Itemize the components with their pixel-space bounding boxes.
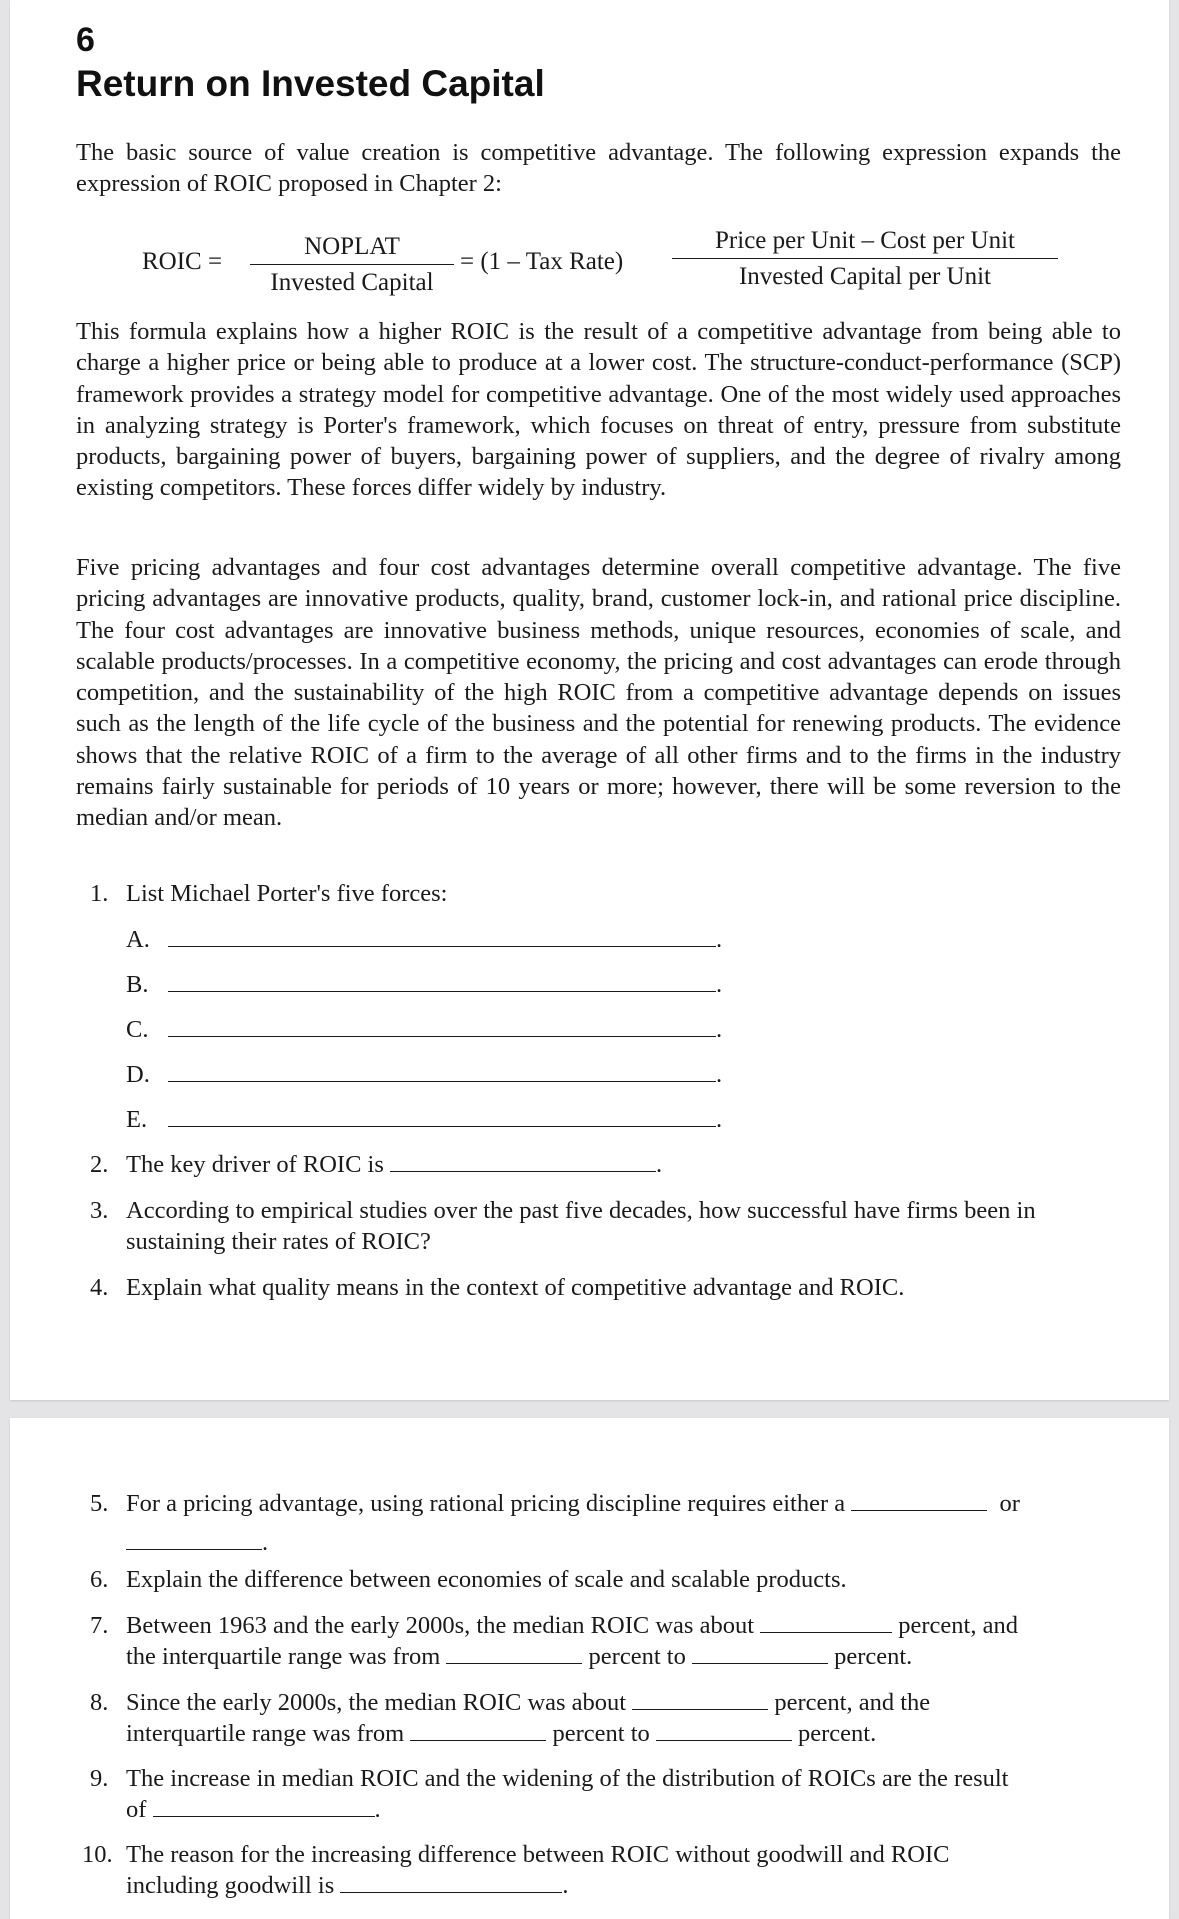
answer-blank[interactable]: [656, 1718, 792, 1741]
question-text: or: [999, 1490, 1020, 1517]
question-6: [90, 1564, 1130, 1595]
question-number: 6.: [90, 1566, 109, 1593]
question-text: Between 1963 and the early 2000s, the median ROIC was about: [126, 1612, 755, 1639]
answer-blank[interactable]: [446, 1641, 582, 1664]
body-paragraph: This formula explains how a higher ROIC is the result of a competitive advantage from being able to charge a higher price or being able to produce at a lower cost. The structure-conduct-performance (SCP) framework provides a strategy model for competitive advantage. One of the most widely used approaches in analyzing strategy is Porter's framework, which focuses on threat of entry, pressure from substitute products, bargaining power of buyers, bargaining power of suppliers, and the degree of rivalry among existing competitors. These forces differ widely by industry.: [76, 318, 1121, 502]
question-number: 7.: [90, 1612, 109, 1639]
answer-line-e[interactable]: E. .: [126, 1106, 723, 1133]
question-text: According to empirical studies over the past five decades, how successful have firms been in sustaining their rates of ROIC?: [126, 1197, 1036, 1255]
question-number: 4.: [90, 1274, 109, 1301]
question-text: percent.: [798, 1720, 877, 1747]
chapter-number: 6: [76, 21, 95, 59]
question-7: [90, 1610, 1130, 1672]
answer-letter: C.: [126, 1016, 149, 1043]
question-text: including goodwill is: [126, 1872, 335, 1899]
question-number: 3.: [90, 1197, 109, 1224]
answer-blank[interactable]: [632, 1687, 768, 1710]
answer-blank[interactable]: [168, 1014, 716, 1037]
page-1: [10, 0, 1169, 1400]
question-number: 1.: [90, 880, 109, 907]
answer-blank[interactable]: [126, 1527, 262, 1550]
question-3: [90, 1195, 1130, 1257]
answer-letter: B.: [126, 971, 149, 998]
answer-letter: D.: [126, 1061, 150, 1088]
body-paragraph: Five pricing advantages and four cost advantages determine overall competitive advantage. The five pricing advantages are innovative products, quality, brand, customer lock-in, and rational price discipline. The four cost advantages are innovative business methods, unique resources, economies of scale, and scalable products/processes. In a competitive economy, the pricing and cost advantages can erode through competition, and the sustainability of the high ROIC from a competitive advantage depends on issues such as the length of the life cycle of the business and the potential for renewing products. The evidence shows that the relative ROIC of a firm to the average of all other firms and to the firms in the industry remains fairly sustainable for periods of 10 years or more; however, there will be some reversion to the median and/or mean.: [76, 554, 1121, 832]
question-text: The reason for the increasing difference between ROIC without goodwill and ROIC: [126, 1841, 950, 1868]
roic-formula: [142, 222, 1062, 306]
question-1: [90, 878, 1130, 909]
answer-blank[interactable]: [692, 1641, 828, 1664]
answer-blank[interactable]: [390, 1149, 656, 1172]
answer-blank[interactable]: [168, 1104, 716, 1127]
question-9: 9. The increase in median ROIC and the widening of the distribution of ROICs are the result of .: [90, 1765, 1009, 1823]
answer-blank[interactable]: [168, 924, 716, 947]
question-text: Explain what quality means in the context of competitive advantage and ROIC.: [126, 1274, 905, 1301]
question-8: [90, 1687, 1130, 1749]
answer-blank[interactable]: [851, 1488, 987, 1511]
formula-fraction-unit: [672, 224, 1058, 293]
formula-fraction-noplat: [250, 230, 454, 299]
answer-blank[interactable]: [410, 1718, 546, 1741]
formula-lhs: ROIC =: [142, 248, 223, 275]
question-text: Since the early 2000s, the median ROIC was about: [126, 1689, 627, 1716]
formula-tax-term: = (1 – Tax Rate): [460, 248, 624, 275]
answer-blank[interactable]: [340, 1870, 562, 1893]
question-text: The increase in median ROIC and the widening of the distribution of ROICs are the result: [126, 1765, 1009, 1792]
answer-letter: A.: [126, 926, 150, 953]
question-10: 10. The reason for the increasing difference between ROIC without goodwill and ROIC including goodwill is .: [82, 1841, 950, 1899]
question-number: 9.: [90, 1765, 109, 1792]
answer-blank[interactable]: [168, 969, 716, 992]
answer-blank[interactable]: [760, 1610, 892, 1633]
question-text: percent.: [834, 1643, 913, 1670]
question-4: [90, 1272, 1130, 1303]
question-text: percent, and: [898, 1612, 1018, 1639]
question-5: 5. For a pricing advantage, using rational pricing discipline requires either a or .: [90, 1490, 1020, 1556]
question-text: percent to: [588, 1643, 686, 1670]
question-number: 2.: [90, 1151, 109, 1178]
answer-letter: E.: [126, 1106, 148, 1133]
page-2: [10, 1418, 1169, 1919]
formula-denominator: Invested Capital per Unit: [738, 263, 991, 290]
question-text: percent, and the: [774, 1689, 931, 1716]
answer-line-d[interactable]: D. .: [126, 1061, 723, 1088]
question-number: 5.: [90, 1490, 109, 1517]
answer-line-a[interactable]: A. .: [126, 926, 723, 953]
question-number: 8.: [90, 1689, 109, 1716]
question-text: percent to: [552, 1720, 650, 1747]
answer-blank[interactable]: [168, 1059, 716, 1082]
formula-numerator: Price per Unit – Cost per Unit: [715, 227, 1015, 254]
question-text: interquartile range was from: [126, 1720, 405, 1747]
question-text: The key driver of ROIC is: [126, 1151, 384, 1178]
question-2: 2. The key driver of ROIC is .: [90, 1151, 663, 1178]
question-text: Explain the difference between economies of scale and scalable products.: [126, 1566, 847, 1593]
question-text: For a pricing advantage, using rational pricing discipline requires either a: [126, 1490, 846, 1517]
question-text: the interquartile range was from: [126, 1643, 441, 1670]
formula-denominator: Invested Capital: [270, 269, 434, 296]
question-text: List Michael Porter's five forces:: [126, 880, 448, 907]
answer-blank[interactable]: [153, 1794, 375, 1817]
question-text: of: [126, 1796, 147, 1823]
formula-numerator: NOPLAT: [304, 233, 400, 260]
question-number: 10.: [82, 1841, 113, 1868]
intro-paragraph: The basic source of value creation is competitive advantage. The following expression expands the expression of ROIC proposed in Chapter 2:: [76, 139, 1121, 198]
chapter-title: Return on Invested Capital: [76, 63, 545, 104]
answer-line-b[interactable]: B. .: [126, 971, 723, 998]
answer-line-c[interactable]: C. .: [126, 1016, 723, 1043]
